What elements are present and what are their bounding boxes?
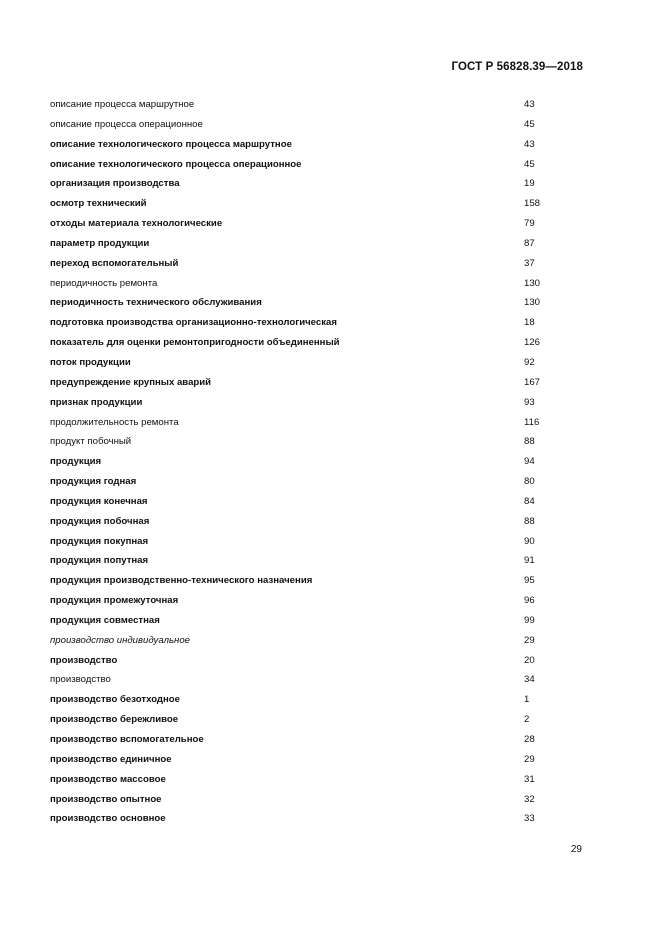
- index-page-ref: 88: [524, 515, 535, 527]
- index-term: производство бережливое: [50, 714, 179, 726]
- index-term: производство: [50, 654, 118, 666]
- index-entry: [50, 551, 550, 571]
- index-term: продукция производственно-технического назначения: [50, 575, 313, 587]
- index-page-ref: 1: [524, 694, 530, 706]
- index-page-ref: 93: [524, 396, 535, 408]
- index-term: продукция совместная: [50, 614, 160, 626]
- index-page-ref: 90: [524, 535, 535, 547]
- index-entry: [50, 135, 550, 155]
- index-page-ref: 88: [524, 436, 535, 448]
- page-number: 29: [570, 844, 582, 855]
- index-entry: [50, 155, 550, 175]
- index-entry: [50, 611, 550, 631]
- index-term: организация производства: [50, 178, 180, 190]
- index-term: параметр продукции: [50, 237, 150, 249]
- index-term: продукция покупная: [50, 535, 149, 547]
- index-page-ref: 158: [524, 198, 541, 210]
- index-entry: [50, 413, 550, 433]
- index-page-ref: 87: [524, 237, 535, 249]
- index-entry: [50, 393, 550, 413]
- index-term: продукция побочная: [50, 515, 150, 527]
- index-entry: [50, 95, 550, 115]
- index-term: поток продукции: [50, 356, 131, 368]
- index-entry: [50, 809, 550, 829]
- index-entry: [50, 690, 550, 710]
- index-entry: [50, 571, 550, 591]
- index-page-ref: 2: [524, 714, 530, 726]
- index-entry: [50, 750, 550, 770]
- index-term: продукция промежуточная: [50, 595, 179, 607]
- index-page-ref: 167: [524, 376, 541, 388]
- index-page-ref: 33: [524, 813, 535, 825]
- index-term: производство вспомогательное: [50, 734, 204, 745]
- index-entry: [50, 115, 550, 135]
- index-entry: [50, 174, 550, 194]
- index-page-ref: 31: [524, 773, 535, 785]
- index-entry: [50, 373, 550, 393]
- index-entry: [50, 234, 550, 254]
- index-term: производство опытное: [50, 793, 162, 805]
- index-term: признак продукции: [50, 396, 143, 408]
- index-entry: [50, 313, 550, 333]
- index-term: производство безотходное: [50, 694, 181, 706]
- index-term: продукция годная: [50, 476, 137, 488]
- index-page-ref: 92: [524, 356, 535, 368]
- index-page-ref: 130: [524, 277, 541, 289]
- index-page-ref: 84: [524, 495, 535, 507]
- index-page-ref: 91: [524, 555, 535, 567]
- index-page-ref: 28: [524, 734, 535, 745]
- index-term: описание процесса маршрутное: [50, 99, 195, 110]
- index-page-ref: 19: [524, 178, 535, 190]
- index-entry: [50, 353, 550, 373]
- index-term: осмотр технический: [50, 198, 147, 210]
- index-entry: [50, 790, 550, 810]
- index-page-ref: 96: [524, 595, 535, 607]
- index-term: подготовка производства организационно-технологическая: [50, 317, 337, 329]
- index-term: продукция конечная: [50, 495, 148, 507]
- index-entry: [50, 274, 550, 294]
- index-term: описание технологического процесса операционное: [50, 158, 302, 170]
- index-term: переход вспомогательный: [50, 257, 179, 269]
- index-page-ref: 43: [524, 138, 535, 150]
- index-entry: [50, 532, 550, 552]
- index-entry: [50, 293, 550, 313]
- index-page-ref: 116: [524, 416, 540, 428]
- index-page-ref: 126: [524, 337, 541, 349]
- index-term: производство: [50, 674, 111, 686]
- index-term: показатель для оценки ремонтопригодности объединенный: [50, 337, 340, 349]
- index-page-ref: 37: [524, 257, 535, 269]
- index-entry: [50, 254, 550, 274]
- index-page-ref: 20: [524, 654, 535, 666]
- index-term: производство индивидуальное: [50, 634, 190, 646]
- index-term: периодичность технического обслуживания: [50, 297, 262, 309]
- index-entry: [50, 432, 550, 452]
- index-entry: [50, 452, 550, 472]
- alphabetical-index: [50, 95, 550, 829]
- index-entry: [50, 472, 550, 492]
- index-term: продукт побочный: [50, 436, 132, 448]
- index-entry: [50, 651, 550, 671]
- index-entry: [50, 591, 550, 611]
- index-page-ref: 43: [524, 99, 535, 110]
- index-term: продукция попутная: [50, 555, 149, 567]
- index-page-ref: 79: [524, 218, 535, 230]
- index-page-ref: 29: [524, 753, 535, 765]
- index-term: предупреждение крупных аварий: [50, 376, 212, 388]
- index-page-ref: 94: [524, 456, 535, 468]
- index-term: производство единичное: [50, 753, 172, 765]
- index-page-ref: 29: [524, 634, 535, 646]
- index-entry: [50, 194, 550, 214]
- index-term: отходы материала технологические: [50, 218, 223, 230]
- index-entry: [50, 770, 550, 790]
- index-page-ref: 130: [524, 297, 541, 309]
- index-page-ref: 32: [524, 793, 535, 805]
- index-page-ref: 80: [524, 476, 535, 488]
- index-entry: [50, 512, 550, 532]
- index-entry: [50, 710, 550, 730]
- index-entry: [50, 631, 550, 651]
- index-term: описание технологического процесса маршрутное: [50, 138, 292, 150]
- index-page-ref: 45: [524, 158, 535, 170]
- index-entry: [50, 214, 550, 234]
- index-term: описание процесса операционное: [50, 118, 203, 130]
- index-page-ref: 99: [524, 614, 535, 626]
- index-page-ref: 45: [524, 118, 535, 130]
- index-entry: [50, 670, 550, 690]
- index-entry: [50, 333, 550, 353]
- index-page-ref: 18: [524, 317, 535, 329]
- index-term: производство основное: [50, 813, 166, 825]
- index-entry: [50, 730, 550, 750]
- index-page-ref: 95: [524, 575, 535, 587]
- index-term: продолжительность ремонта: [50, 416, 179, 428]
- index-term: периодичность ремонта: [50, 277, 158, 289]
- document-standard-header: ГОСТ Р 56828.39—2018: [451, 61, 583, 73]
- index-term: производство массовое: [50, 773, 166, 785]
- index-term: продукция: [50, 456, 102, 468]
- index-entry: [50, 492, 550, 512]
- index-page-ref: 34: [524, 674, 535, 686]
